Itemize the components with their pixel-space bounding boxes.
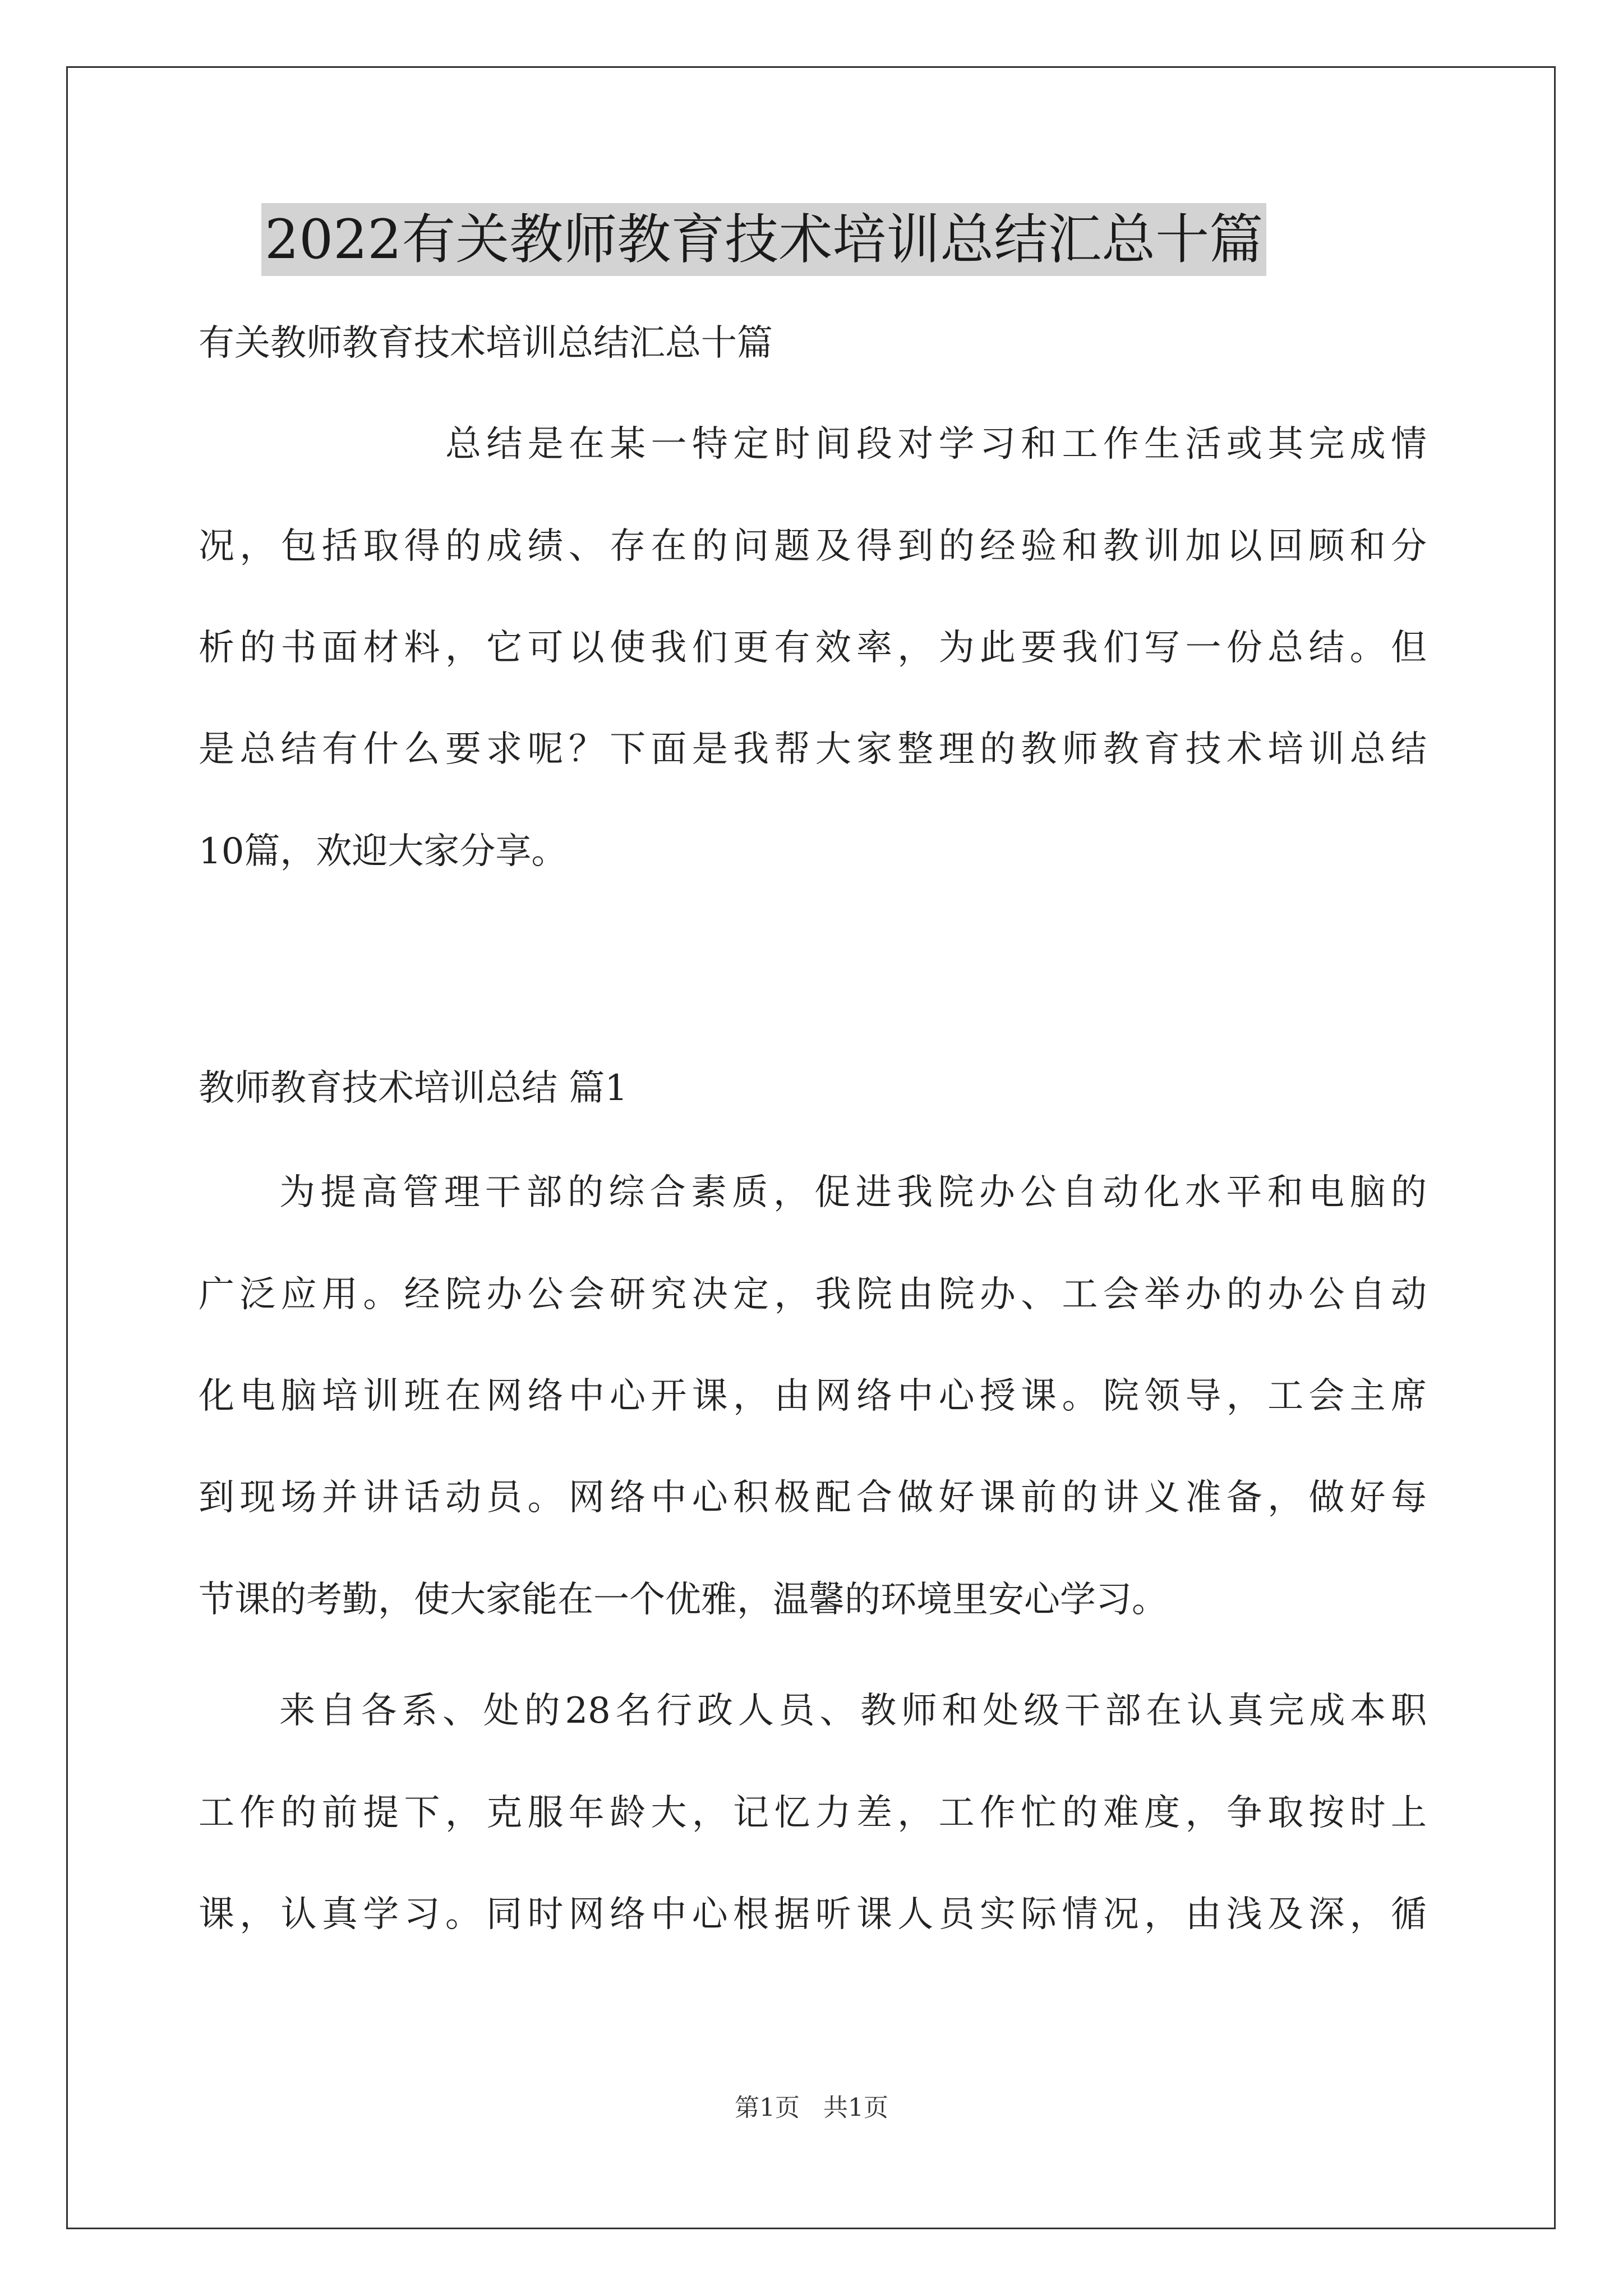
document-subtitle: 有关教师教育技术培训总结汇总十篇 [199,323,773,364]
paragraph2-line-1: 来自各系、处的28名行政人员、教师和处级干部在认真完成本职 [279,1690,1427,1732]
paragraph1-line-2: 广泛应用。经院办公会研究决定，我院由院办、工会举办的办公自动 [199,1274,1427,1315]
intro-line-2: 况，包括取得的成绩、存在的问题及得到的经验和教训加以回顾和分 [199,526,1427,567]
intro-line-4: 是总结有什么要求呢？下面是我帮大家整理的教师教育技术培训总结 [199,729,1427,770]
paragraph1-line-1: 为提高管理干部的综合素质，促进我院办公自动化水平和电脑的 [279,1172,1427,1213]
paragraph1-line-4: 到现场并讲话动员。网络中心积极配合做好课前的讲义准备，做好每 [199,1477,1427,1519]
paragraph1-line-5: 节课的考勤，使大家能在一个优雅，温馨的环境里安心学习。 [199,1579,1168,1621]
intro-line-5: 10篇，欢迎大家分享。 [199,831,568,872]
page-footer: 第1页 共1页 [735,2093,888,2122]
section-heading: 教师教育技术培训总结 篇1 [199,1068,628,1109]
document-title: 2022有关教师教育技术培训总结汇总十篇 [261,203,1266,276]
paragraph2-line-3: 课，认真学习。同时网络中心根据听课人员实际情况，由浅及深，循 [199,1894,1427,1935]
intro-line-1: 总结是在某一特定时间段对学习和工作生活或其完成情 [445,424,1427,465]
paragraph1-line-3: 化电脑培训班在网络中心开课，由网络中心授课。院领导，工会主席 [199,1375,1427,1417]
intro-line-3: 析的书面材料，它可以使我们更有效率，为此要我们写一份总结。但 [199,627,1427,669]
paragraph2-line-2: 工作的前提下，克服年龄大，记忆力差，工作忙的难度，争取按时上 [199,1792,1427,1834]
